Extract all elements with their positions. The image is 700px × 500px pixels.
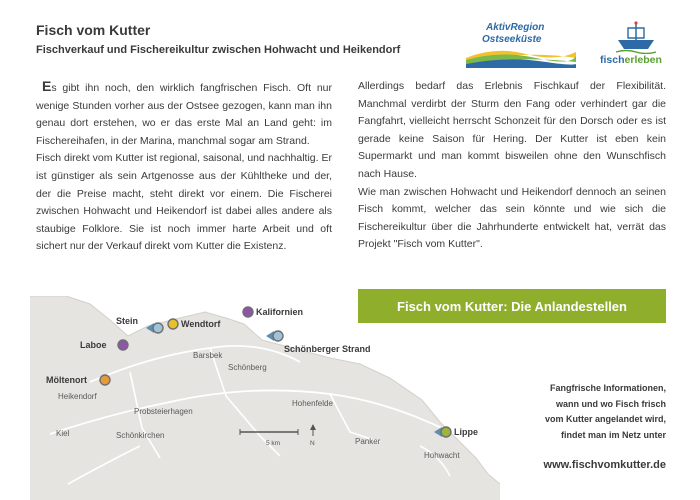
station-kalifornien[interactable]	[243, 307, 303, 317]
website-link[interactable]: www.fischvomkutter.de	[543, 459, 666, 471]
page-subtitle: Fischverkauf und Fischereikultur zwischen Hohwacht und Heikendorf	[36, 44, 401, 56]
fischerleben-wordmark: fischerleben	[600, 54, 662, 66]
aktivregion-logo-line1: AktivRegion	[486, 22, 545, 33]
aktivregion-logo-line2: Ostseeküste	[482, 34, 542, 45]
station-label: Lippe	[454, 427, 478, 437]
station-marker-icon	[153, 323, 163, 333]
paragraph-intro	[36, 78, 332, 150]
paragraph-flexibility: Allerdings bedarf das Erlebnis Fischkauf der Flexibilität. Manchmal verdirbt der Sturm den Fang oder verhindert gar die Fangfahrt, vielleicht herrscht Schonzeit für den Dorsch oder es ist gerade keine Saison für Hering. Der Kutter ist eben kein Supermarkt und man kommt bisweilen ohne den Wunschfisch nach Hause.	[358, 80, 666, 180]
place-probsteierhagen: Probsteierhagen	[134, 407, 193, 416]
station-marker-icon	[100, 375, 110, 385]
aktivregion-logo	[466, 18, 576, 68]
info-text	[500, 381, 666, 443]
station-label: Kalifornien	[256, 307, 304, 317]
north-label: N	[310, 440, 315, 447]
station-label: Wendtorf	[181, 319, 221, 329]
station-wendtorf[interactable]	[168, 319, 221, 329]
station-label: Stein	[116, 316, 139, 326]
place-schoenberg: Schönberg	[228, 363, 267, 372]
text-column-right	[358, 78, 666, 254]
fischerleben-logo	[600, 20, 666, 70]
place-hohwacht: Hohwacht	[424, 451, 460, 460]
station-label: Schönberger Strand	[284, 344, 371, 354]
paragraph-intro-text: s gibt ihn noch, den wirklich fangfrischen Fisch. Oft nur wenige Stunden vorher aus der Ostsee gezogen, kann man ihn genau dort erstehen, wo er das erste Mal an Land geht: im Fischereihafen, in der Marina, manchmal sogar am Strand.	[36, 82, 332, 147]
station-marker-icon	[441, 427, 451, 437]
station-label: Laboe	[80, 340, 107, 350]
text-column-left	[36, 78, 332, 256]
station-marker-icon	[273, 331, 283, 341]
fishing-boat-icon	[614, 20, 658, 54]
station-marker-icon	[243, 307, 253, 317]
paragraph-project: Wie man zwischen Hohwacht und Heikendorf dennoch an seinen Fisch kommt, welcher das sein könnte und wie sich die Fischereikultur über die Jahrhunderte entwickelt hat, verrät das Projekt "Fisch vom Kutter".	[358, 185, 666, 251]
aktivregion-hills-icon	[466, 46, 576, 68]
place-hohenfelde: Hohenfelde	[292, 399, 333, 408]
info-line: Fangfrische Informationen,	[549, 383, 666, 393]
station-marker-icon	[118, 340, 128, 350]
landing-sites-banner: Fisch vom Kutter: Die Anlandestellen	[358, 289, 666, 323]
landing-sites-map	[30, 296, 500, 500]
paragraph-regional: Fisch direkt vom Kutter ist regional, saisonal, und nachhaltig. Er ist günstiger als sein Artgenosse aus der Kühltheke und der, der die Preise macht, steht direkt vor einem. Die Fischerei zwischen Hohwacht und Heikendorf ist dabei alles andere als staubige Folklore. Sie ist noch immer harte Arbeit und oft sichert nur der Verkauf direkt vom Kutter die Existenz.	[36, 152, 332, 253]
place-schoenkirchen: Schönkirchen	[116, 431, 165, 440]
drop-cap: E	[42, 78, 52, 94]
station-marker-icon	[168, 319, 178, 329]
place-heikendorf: Heikendorf	[58, 392, 97, 401]
station-label: Möltenort	[46, 375, 87, 385]
info-line: vom Kutter angelandet wird,	[544, 414, 666, 424]
info-line: wann und wo Fisch frisch	[555, 398, 666, 409]
info-line: findet man im Netz unter	[560, 429, 666, 440]
station-lippe[interactable]	[434, 427, 478, 437]
page-title: Fisch vom Kutter	[36, 22, 151, 38]
station-laboe[interactable]	[80, 340, 128, 350]
place-kiel: Kiel	[56, 429, 70, 438]
place-barsbek: Barsbek	[193, 351, 223, 360]
place-panker: Panker	[355, 437, 381, 446]
map-scale-label: 5 km	[266, 440, 281, 447]
